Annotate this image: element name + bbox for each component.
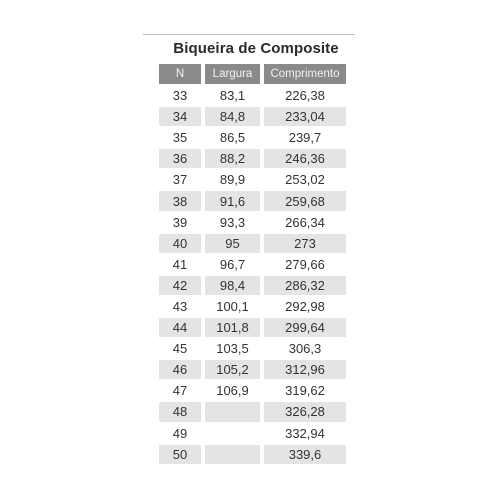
cell-comprimento: 326,28 [264,402,346,421]
cell-comprimento: 239,7 [264,128,346,147]
cell-comprimento: 246,36 [264,149,346,168]
cell-comprimento: 273 [264,234,346,253]
cell-comprimento: 292,98 [264,297,346,316]
cell-n: 39 [159,213,201,232]
cell-n: 45 [159,339,201,358]
table-row [159,170,346,189]
cell-comprimento: 233,04 [264,107,346,126]
cell-n: 49 [159,424,201,443]
table-row [159,318,346,337]
cell-largura: 100,1 [205,297,260,316]
cell-n: 38 [159,191,201,210]
cell-comprimento: 312,96 [264,360,346,379]
cell-comprimento: 319,62 [264,381,346,400]
cell-largura: 84,8 [205,107,260,126]
top-divider [143,34,355,35]
cell-comprimento: 339,6 [264,445,346,464]
cell-comprimento: 226,38 [264,86,346,105]
cell-n: 48 [159,402,201,421]
cell-largura: 91,6 [205,191,260,210]
cell-n: 43 [159,297,201,316]
cell-comprimento: 279,66 [264,255,346,274]
table-body [159,86,346,464]
cell-n: 46 [159,360,201,379]
cell-largura: 83,1 [205,86,260,105]
cell-n: 47 [159,381,201,400]
table-row [159,276,346,295]
header-largura: Largura [205,64,260,84]
size-table [159,62,346,466]
table-row [159,445,346,464]
cell-n: 33 [159,86,201,105]
table-header-row [159,64,346,84]
table-row [159,360,346,379]
cell-n: 42 [159,276,201,295]
cell-largura: 89,9 [205,170,260,189]
table-row [159,424,346,443]
cell-comprimento: 299,64 [264,318,346,337]
cell-n: 44 [159,318,201,337]
cell-largura [205,402,260,421]
table-row [159,234,346,253]
table-row [159,191,346,210]
cell-largura [205,424,260,443]
chart-title: Biqueira de Composite [173,40,339,57]
size-chart [143,34,355,466]
table-row [159,297,346,316]
cell-n: 40 [159,234,201,253]
table-row [159,107,346,126]
cell-n: 41 [159,255,201,274]
cell-comprimento: 286,32 [264,276,346,295]
cell-comprimento: 253,02 [264,170,346,189]
cell-largura: 103,5 [205,339,260,358]
cell-comprimento: 266,34 [264,213,346,232]
header-comprimento: Comprimento [264,64,346,84]
table-row [159,339,346,358]
cell-n: 36 [159,149,201,168]
table-row [159,149,346,168]
cell-largura: 96,7 [205,255,260,274]
table-row [159,213,346,232]
table-row [159,128,346,147]
cell-largura: 105,2 [205,360,260,379]
cell-comprimento: 306,3 [264,339,346,358]
table-row [159,402,346,421]
cell-largura: 101,8 [205,318,260,337]
cell-largura: 93,3 [205,213,260,232]
table-row [159,255,346,274]
cell-largura: 95 [205,234,260,253]
cell-largura: 106,9 [205,381,260,400]
cell-largura: 88,2 [205,149,260,168]
table-row [159,381,346,400]
cell-comprimento: 332,94 [264,424,346,443]
cell-n: 50 [159,445,201,464]
header-n: N [159,64,201,84]
table-row [159,86,346,105]
cell-n: 37 [159,170,201,189]
cell-n: 34 [159,107,201,126]
cell-largura: 98,4 [205,276,260,295]
cell-largura: 86,5 [205,128,260,147]
cell-largura [205,445,260,464]
cell-comprimento: 259,68 [264,191,346,210]
cell-n: 35 [159,128,201,147]
